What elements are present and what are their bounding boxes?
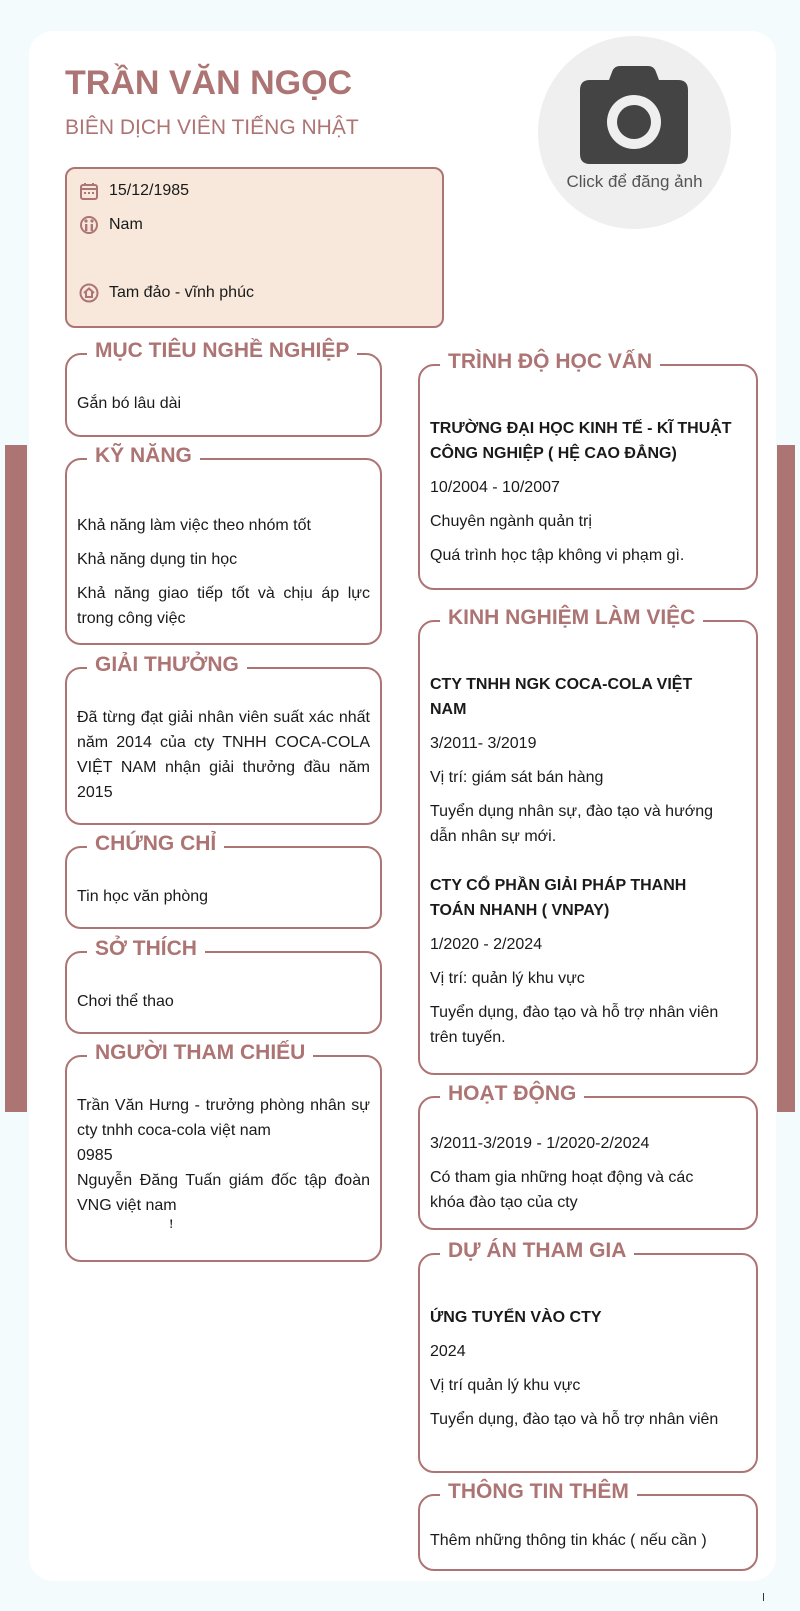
right-accent-band [777, 445, 795, 1112]
activities-text[interactable]: Có tham gia những hoạt động và các khóa đào tạo của cty [430, 1169, 694, 1211]
home-icon [79, 283, 99, 303]
activities-period[interactable]: 3/2011-3/2019 - 1/2020-2/2024 [430, 1135, 650, 1152]
certificates-section [65, 832, 382, 929]
skill-item[interactable]: Khả năng làm việc theo nhóm tốt [77, 517, 311, 534]
reference-line[interactable]: Trần Văn Hưng - trưởng phòng nhân sự cty tnhh coca-cola việt nam [77, 1097, 370, 1139]
extra-info-section [418, 1480, 758, 1571]
projects-section [418, 1239, 758, 1473]
education-school[interactable]: TRƯỜNG ĐẠI HỌC KINH TẾ - KĨ THUẬT CÔNG NGHIỆP ( HỆ CAO ĐẲNG) [430, 420, 732, 462]
project-name[interactable]: ỨNG TUYỂN VÀO CTY [430, 1309, 602, 1326]
job-company[interactable]: CTY TNHH NGK COCA-COLA VIỆT NAM [430, 676, 693, 718]
calendar-icon [79, 181, 99, 201]
address-row [79, 283, 254, 303]
certificates-text[interactable]: Tin học văn phòng [77, 888, 209, 905]
birthday-row [79, 181, 189, 201]
job-position[interactable]: Vị trí: quản lý khu vực [430, 970, 585, 987]
reference-phone[interactable]: ꜝ [169, 1222, 174, 1239]
experience-section [418, 606, 758, 1075]
skill-item[interactable]: Khả năng dụng tin học [77, 551, 238, 568]
awards-text[interactable]: Đã từng đạt giải nhân viên suất xác nhất năm 2014 của cty TNHH COCA-COLA VIỆT NAM nhận giải thưởng đầu năm 2015 [77, 709, 370, 801]
camera-icon [574, 64, 694, 169]
gender-value[interactable]: Nam [109, 216, 143, 233]
education-period[interactable]: 10/2004 - 10/2007 [430, 479, 560, 496]
candidate-role[interactable]: BIÊN DỊCH VIÊN TIẾNG NHẬT [65, 116, 359, 139]
objective-section [65, 339, 382, 437]
activities-section [418, 1082, 758, 1230]
experience-title: KINH NGHIỆM LÀM VIỆC [440, 605, 703, 631]
hobbies-section [65, 937, 382, 1034]
job-position[interactable]: Vị trí: giám sát bán hàng [430, 769, 604, 786]
objective-title: MỤC TIÊU NGHỀ NGHIỆP [87, 338, 357, 364]
personal-info-box [65, 167, 444, 328]
education-section [418, 350, 758, 590]
job-description[interactable]: Tuyển dụng, đào tạo và hỗ trợ nhân viên trên tuyến. [430, 1004, 719, 1046]
skills-title: KỸ NĂNG [87, 443, 200, 469]
gender-icon [79, 215, 99, 235]
birthday-value[interactable]: 15/12/1985 [109, 182, 190, 199]
extra-info-text[interactable]: Thêm những thông tin khác ( nếu cần ) [430, 1532, 707, 1549]
job-period[interactable]: 1/2020 - 2/2024 [430, 936, 543, 953]
objective-text[interactable]: Gắn bó lâu dài [77, 395, 182, 412]
project-position[interactable]: Vị trí quản lý khu vực [430, 1377, 581, 1394]
candidate-name[interactable]: TRẦN VĂN NGỌC [65, 64, 353, 102]
job-description[interactable]: Tuyển dụng nhân sự, đào tạo và hướng dẫn nhân sự mới. [430, 803, 714, 845]
job-period[interactable]: 3/2011- 3/2019 [430, 735, 537, 752]
photo-upload[interactable] [538, 36, 731, 229]
reference-line[interactable]: Nguyễn Đăng Tuấn giám đốc tập đoàn VNG việt nam [77, 1172, 370, 1214]
skill-item[interactable]: Khả năng giao tiếp tốt và chịu áp lực trong công việc [77, 585, 370, 627]
references-title: NGƯỜI THAM CHIẾU [87, 1040, 313, 1066]
awards-title: GIẢI THƯỞNG [87, 652, 247, 678]
reference-phone[interactable]: 0985 [77, 1147, 113, 1164]
activities-title: HOẠT ĐỘNG [440, 1081, 584, 1107]
skills-section [65, 444, 382, 645]
references-section [65, 1041, 382, 1262]
extra-info-title: THÔNG TIN THÊM [440, 1479, 637, 1505]
gender-row [79, 215, 143, 235]
education-note[interactable]: Quá trình học tập không vi phạm gì. [430, 547, 685, 564]
certificates-title: CHỨNG CHỈ [87, 831, 224, 857]
page-marker [763, 1593, 764, 1601]
hobbies-text[interactable]: Chơi thể thao [77, 993, 174, 1010]
project-description[interactable]: Tuyển dụng, đào tạo và hỗ trợ nhân viên [430, 1411, 719, 1428]
left-accent-band [5, 445, 27, 1112]
address-value[interactable]: Tam đảo - vĩnh phúc [109, 284, 254, 301]
hobbies-title: SỞ THÍCH [87, 936, 205, 962]
awards-section [65, 653, 382, 825]
projects-title: DỰ ÁN THAM GIA [440, 1238, 634, 1264]
education-title: TRÌNH ĐỘ HỌC VẤN [440, 349, 660, 375]
education-major[interactable]: Chuyên ngành quản trị [430, 513, 592, 530]
job-company[interactable]: CTY CỔ PHẦN GIẢI PHÁP THANH TOÁN NHANH ( VNPAY) [430, 877, 687, 919]
project-year[interactable]: 2024 [430, 1343, 466, 1360]
photo-caption: Click để đăng ảnh [566, 172, 703, 191]
